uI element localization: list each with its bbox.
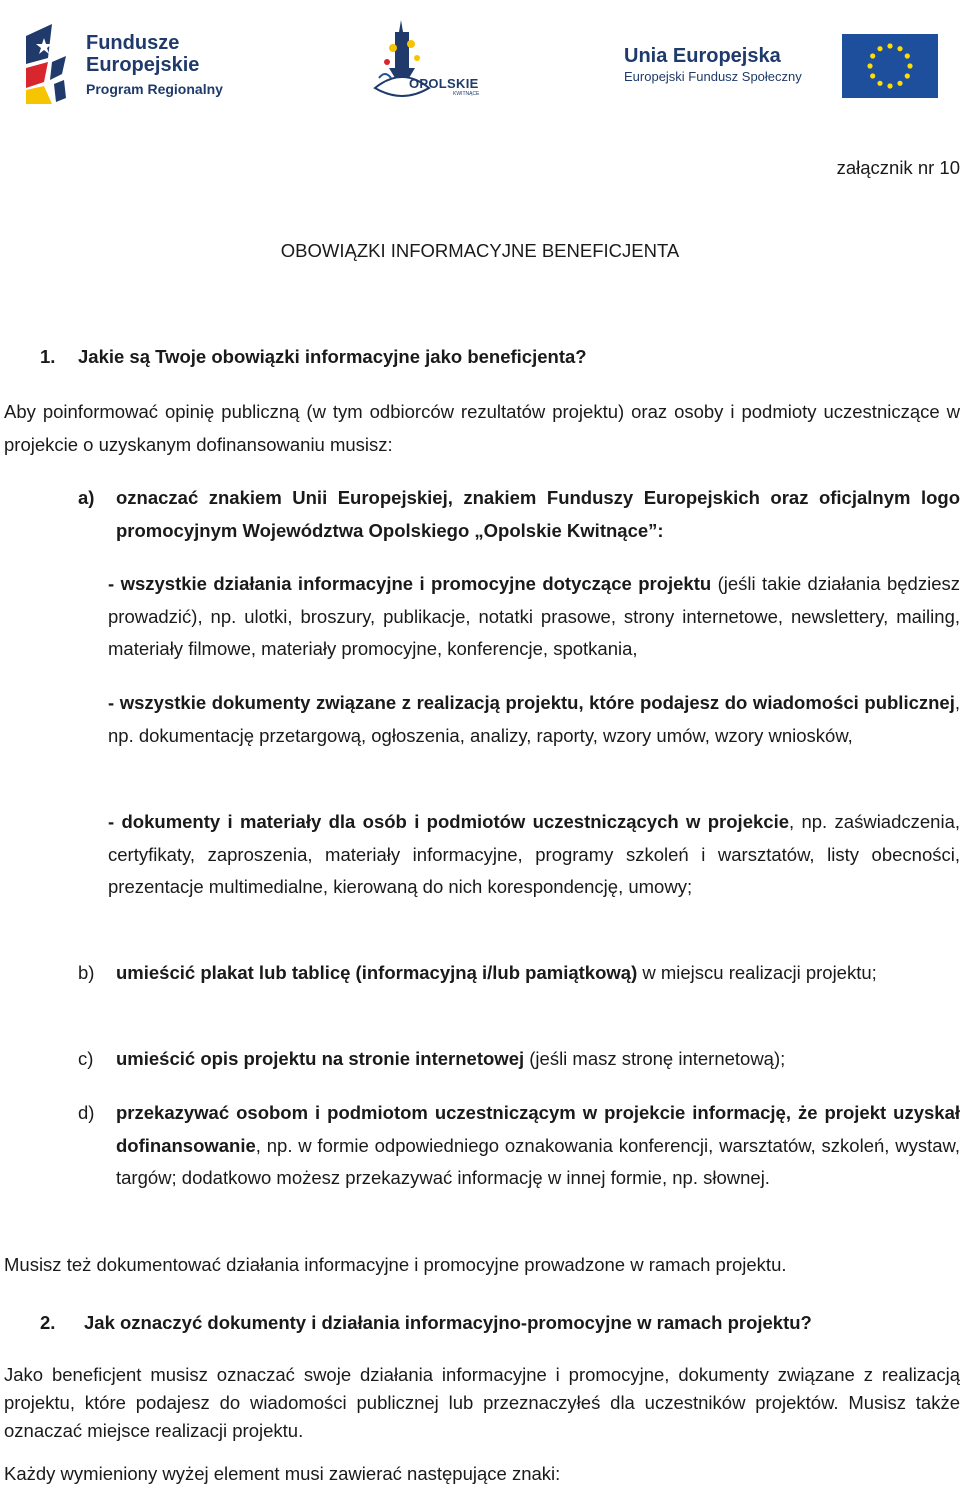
dash-item-2-rest: , np. dokumentację przetargową, ogłoszenia, analizy, raporty, wzory umów, wzory wniosków, [108, 692, 960, 746]
ue-logo-line2: Europejski Fundusz Społeczny [624, 69, 802, 84]
item-b-text [116, 957, 960, 990]
question-2-heading: Jak oznaczyć dokumenty i działania informacyjno-promocyjne w ramach projektu? [84, 1312, 812, 1333]
item-d-rest: , np. w formie odpowiedniego oznakowania konferencji, warsztatów, szkoleń, wystaw, targów; dodatkowo możesz przekazywać informację w innej formie, np. słownej. [116, 1134, 960, 1188]
item-d-text [116, 1097, 960, 1195]
intro-paragraph: Aby poinformować opinię publiczną (w tym odbiorców rezultatów projektu) oraz osoby i podmioty uczestniczące w projekcie o uzyskanym dofinansowaniu musisz: [4, 401, 960, 455]
paragraph-3: Każdy wymieniony wyżej element musi zawierać następujące znaki: [4, 1463, 561, 1484]
item-b-label: b) [78, 962, 95, 983]
item-d-label: d) [78, 1102, 95, 1123]
attachment-number: załącznik nr 10 [836, 157, 960, 178]
fe-logo-line1: Fundusze [86, 32, 180, 54]
dash-item-3-bold: - dokumenty i materiały dla osób i podmiotów uczestniczących w projekcie [108, 811, 789, 832]
fe-stars-icon [22, 18, 82, 110]
dash-item-2 [108, 687, 960, 752]
fe-logo-line2: Europejskie [86, 54, 200, 76]
unia-europejska-logo [620, 18, 940, 110]
header-logos [0, 0, 960, 130]
dash-item-1 [108, 568, 960, 666]
document-title: OBOWIĄZKI INFORMACYJNE BENEFICJENTA [280, 240, 680, 261]
item-a-text: oznaczać znakiem Unii Europejskiej, znakiem Funduszy Europejskich oraz oficjalnym logo promocyjnym Województwa Opolskiego „Opolskie Kwitnące”: [116, 487, 960, 541]
item-b-bold: umieścić plakat lub tablicę (informacyjną i/lub pamiątkową) [116, 962, 638, 983]
question-1-number: 1. [40, 346, 56, 367]
opolskie-logo-name: OPOLSKIE [409, 76, 479, 91]
documenting-note: Musisz też dokumentować działania informacyjne i promocyjne prowadzone w ramach projektu. [4, 1254, 787, 1275]
eu-flag-icon [842, 34, 938, 98]
ue-logo-line1: Unia Europejska [624, 45, 781, 67]
item-c-label: c) [78, 1048, 94, 1069]
item-a-label: a) [78, 487, 95, 508]
item-c-text [116, 1043, 960, 1076]
item-c-rest: (jeśli masz stronę internetową); [524, 1048, 786, 1069]
item-c-bold: umieścić opis projektu na stronie internetowej [116, 1048, 525, 1069]
dash-item-1-rest: (jeśli takie działania będziesz prowadzić), np. ulotki, broszury, publikacje, notatki prasowe, strony internetowe, newslettery, mailing, materiały filmowe, materiały promocyjne, konferencje, spotkania, [108, 573, 960, 659]
item-d-bold: przekazywać osobom i podmiotom uczestniczącym w projekcie informację, że projekt uzyskał dofinansowanie [116, 1102, 960, 1156]
item-b-rest: w miejscu realizacji projektu; [637, 962, 877, 983]
question-2-number: 2. [40, 1312, 56, 1333]
fe-logo-line3: Program Regionalny [86, 81, 223, 97]
opolskie-logo [365, 18, 490, 110]
question-1-heading: Jakie są Twoje obowiązki informacyjne jako beneficjenta? [78, 346, 587, 367]
dash-item-3-rest: , np. zaświadczenia, certyfikaty, zaproszenia, materiały informacyjne, programy szkoleń i warsztatów, listy obecności, prezentacje multimedialne, kierowaną do nich korespondencję, umowy; [108, 811, 960, 897]
paragraph-2: Jako beneficjent musisz oznaczać swoje działania informacyjne i promocyjne, dokumenty związane z realizacją projektu, które podajesz do wiadomości publicznej lub przeznaczyłeś dla uczestników projektów. Musisz także oznaczać miejsce realizacji projektu. [4, 1364, 960, 1441]
dash-item-1-bold: - wszystkie działania informacyjne i promocyjne dotyczące projektu [108, 573, 712, 594]
opolskie-logo-sub: KWITNĄCE [453, 91, 480, 97]
fundusze-europejskie-logo [22, 18, 247, 110]
dash-item-3 [108, 806, 960, 904]
dash-item-2-bold: - wszystkie dokumenty związane z realizacją projektu, które podajesz do wiadomości publicznej [108, 692, 955, 713]
